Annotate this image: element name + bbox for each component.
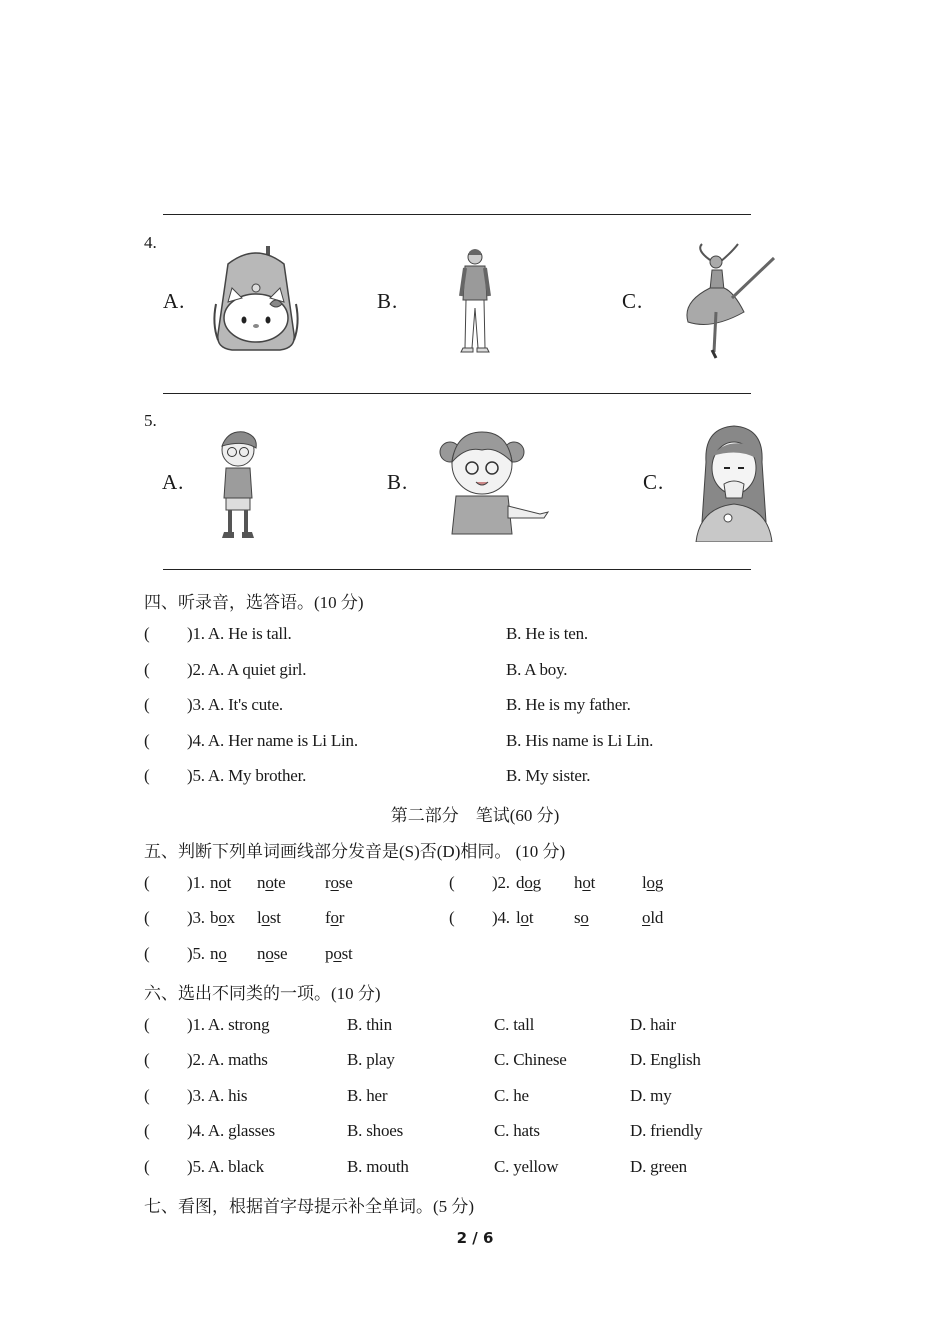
s6-q3-option-b: B. her bbox=[347, 1086, 388, 1105]
word-pre: l bbox=[642, 873, 647, 892]
s4-q3-option-b: B. He is my father. bbox=[506, 695, 631, 714]
word-pre: b bbox=[210, 908, 219, 927]
q4-option-b-letter: B. bbox=[377, 289, 399, 313]
q5-long-hair-girl-image bbox=[694, 422, 774, 542]
s5-q4-word-2 bbox=[574, 908, 589, 928]
s4-q2-option-b: B. A boy. bbox=[506, 660, 568, 679]
s6-q1-option-a: )1. A. strong bbox=[187, 1015, 270, 1034]
s4-q1-paren: ( bbox=[144, 624, 150, 643]
underlined-letter: o bbox=[524, 873, 533, 892]
word-post: st bbox=[341, 944, 353, 963]
q5-option-a-letter: A. bbox=[162, 470, 185, 494]
word-post: st bbox=[269, 908, 281, 927]
word-post: t bbox=[528, 908, 534, 927]
s5-q4-word-1 bbox=[516, 908, 533, 928]
q4-backpack-image bbox=[210, 244, 302, 356]
q5-number: 5. bbox=[144, 411, 157, 430]
word-post: te bbox=[273, 873, 286, 892]
q5-option-c-letter: C. bbox=[643, 470, 665, 494]
answer-line-3 bbox=[163, 214, 751, 215]
s5-q2-word-2 bbox=[574, 873, 595, 893]
q4-tall-boy-image bbox=[455, 248, 495, 356]
q4-number: 4. bbox=[144, 233, 157, 252]
word-pre: r bbox=[325, 873, 331, 892]
s6-q3-option-a: )3. A. his bbox=[187, 1086, 248, 1105]
word-pre: p bbox=[325, 944, 334, 963]
s6-q4-option-b: B. shoes bbox=[347, 1121, 404, 1140]
s4-q4-paren: ( bbox=[144, 731, 150, 750]
s6-q4-option-c: C. hats bbox=[494, 1121, 540, 1140]
word-pre: l bbox=[516, 908, 521, 927]
s4-q4-option-a: )4. A. Her name is Li Lin. bbox=[187, 731, 358, 750]
s6-q3-option-d: D. my bbox=[630, 1086, 672, 1105]
s6-q2-option-b: B. play bbox=[347, 1050, 395, 1069]
q5-girl-with-glasses-image bbox=[436, 422, 552, 538]
word-pre: n bbox=[257, 944, 266, 963]
s6-q2-option-a: )2. A. maths bbox=[187, 1050, 268, 1069]
underlined-letter: o bbox=[218, 873, 227, 892]
q5-boy-with-glasses-image bbox=[214, 428, 264, 540]
page-number: 2 / 6 bbox=[456, 1229, 494, 1247]
underlined-letter: o bbox=[218, 944, 227, 963]
s4-q5-option-b: B. My sister. bbox=[506, 766, 591, 785]
s4-q3-paren: ( bbox=[144, 695, 150, 714]
s5-q2-word-1 bbox=[516, 873, 541, 893]
word-post: t bbox=[590, 873, 596, 892]
q4-ballet-dancer-image bbox=[682, 242, 778, 360]
s5-q5-word-3 bbox=[325, 944, 353, 964]
s5-q5-word-1 bbox=[210, 944, 227, 964]
answer-line-5 bbox=[163, 569, 751, 570]
underlined-letter: o bbox=[333, 944, 342, 963]
underlined-letter: o bbox=[580, 908, 589, 927]
s5-q3-number: )3. bbox=[187, 908, 205, 927]
word-post: g bbox=[654, 873, 664, 892]
s5-q3-paren: ( bbox=[144, 908, 150, 927]
s6-q1-option-d: D. hair bbox=[630, 1015, 676, 1034]
word-pre: n bbox=[210, 873, 219, 892]
word-pre: h bbox=[574, 873, 583, 892]
section-7-title: 七、看图，根据首字母提示补全单词。(5 分) bbox=[144, 1197, 475, 1216]
word-pre: s bbox=[574, 908, 581, 927]
underlined-letter: o bbox=[261, 908, 270, 927]
section-5-title: 五、判断下列单词画线部分发音是(S)否(D)相同。 (10 分) bbox=[144, 842, 566, 861]
underlined-letter: o bbox=[218, 908, 227, 927]
s5-q1-word-1 bbox=[210, 873, 231, 893]
q4-option-a-letter: A. bbox=[163, 289, 186, 313]
word-post: se bbox=[338, 873, 353, 892]
s5-q2-number: )2. bbox=[492, 873, 510, 892]
s5-q2-word-3 bbox=[642, 873, 663, 893]
word-post: r bbox=[338, 908, 345, 927]
word-pre: n bbox=[257, 873, 266, 892]
s6-q1-paren: ( bbox=[144, 1015, 150, 1034]
word-post: ld bbox=[650, 908, 664, 927]
s5-q1-word-3 bbox=[325, 873, 353, 893]
word-pre: l bbox=[257, 908, 262, 927]
word-post: g bbox=[532, 873, 541, 892]
s4-q2-option-a: )2. A. A quiet girl. bbox=[187, 660, 307, 679]
part-2-title: 第二部分 笔试(60 分) bbox=[390, 806, 560, 825]
s6-q3-paren: ( bbox=[144, 1086, 150, 1105]
s6-q5-paren: ( bbox=[144, 1157, 150, 1176]
s6-q4-option-d: D. friendly bbox=[630, 1121, 703, 1140]
s6-q5-option-c: C. yellow bbox=[494, 1157, 559, 1176]
s4-q3-option-a: )3. A. It's cute. bbox=[187, 695, 283, 714]
s4-q5-paren: ( bbox=[144, 766, 150, 785]
s5-q2-paren: ( bbox=[449, 873, 455, 892]
s6-q1-option-b: B. thin bbox=[347, 1015, 392, 1034]
word-post: x bbox=[226, 908, 235, 927]
underlined-letter: o bbox=[520, 908, 529, 927]
s6-q5-option-b: B. mouth bbox=[347, 1157, 409, 1176]
s5-q3-word-2 bbox=[257, 908, 281, 928]
q5-option-b-letter: B. bbox=[387, 470, 409, 494]
word-pre: f bbox=[325, 908, 331, 927]
s5-q5-word-2 bbox=[257, 944, 287, 964]
word-post: se bbox=[273, 944, 288, 963]
underlined-letter: o bbox=[582, 873, 591, 892]
s5-q1-paren: ( bbox=[144, 873, 150, 892]
s4-q1-option-a: )1. A. He is tall. bbox=[187, 624, 292, 643]
word-post: t bbox=[226, 873, 232, 892]
section-4-title: 四、听录音，选答语。(10 分) bbox=[144, 593, 364, 612]
s4-q2-paren: ( bbox=[144, 660, 150, 679]
underlined-letter: o bbox=[330, 873, 339, 892]
underlined-letter: o bbox=[642, 908, 651, 927]
s6-q5-option-a: )5. A. black bbox=[187, 1157, 264, 1176]
s5-q4-number: )4. bbox=[492, 908, 510, 927]
underlined-letter: o bbox=[646, 873, 655, 892]
s4-q1-option-b: B. He is ten. bbox=[506, 624, 588, 643]
q4-option-c-letter: C. bbox=[622, 289, 644, 313]
underlined-letter: o bbox=[330, 908, 339, 927]
s5-q5-number: )5. bbox=[187, 944, 205, 963]
s4-q4-option-b: B. His name is Li Lin. bbox=[506, 731, 654, 750]
s6-q5-option-d: D. green bbox=[630, 1157, 687, 1176]
s4-q5-option-a: )5. A. My brother. bbox=[187, 766, 307, 785]
word-pre: d bbox=[516, 873, 525, 892]
section-6-title: 六、选出不同类的一项。(10 分) bbox=[144, 984, 381, 1003]
s5-q5-paren: ( bbox=[144, 944, 150, 963]
underlined-letter: o bbox=[265, 944, 274, 963]
s6-q1-option-c: C. tall bbox=[494, 1015, 535, 1034]
s6-q4-option-a: )4. A. glasses bbox=[187, 1121, 275, 1140]
s6-q4-paren: ( bbox=[144, 1121, 150, 1140]
s5-q4-word-3 bbox=[642, 908, 663, 928]
s6-q2-paren: ( bbox=[144, 1050, 150, 1069]
underlined-letter: o bbox=[265, 873, 274, 892]
s6-q2-option-c: C. Chinese bbox=[494, 1050, 567, 1069]
s6-q2-option-d: D. English bbox=[630, 1050, 701, 1069]
s5-q1-number: )1. bbox=[187, 873, 205, 892]
s5-q4-paren: ( bbox=[449, 908, 455, 927]
s5-q3-word-1 bbox=[210, 908, 235, 928]
s5-q3-word-3 bbox=[325, 908, 344, 928]
word-pre: n bbox=[210, 944, 219, 963]
s5-q1-word-2 bbox=[257, 873, 286, 893]
answer-line-4 bbox=[163, 393, 751, 394]
s6-q3-option-c: C. he bbox=[494, 1086, 529, 1105]
